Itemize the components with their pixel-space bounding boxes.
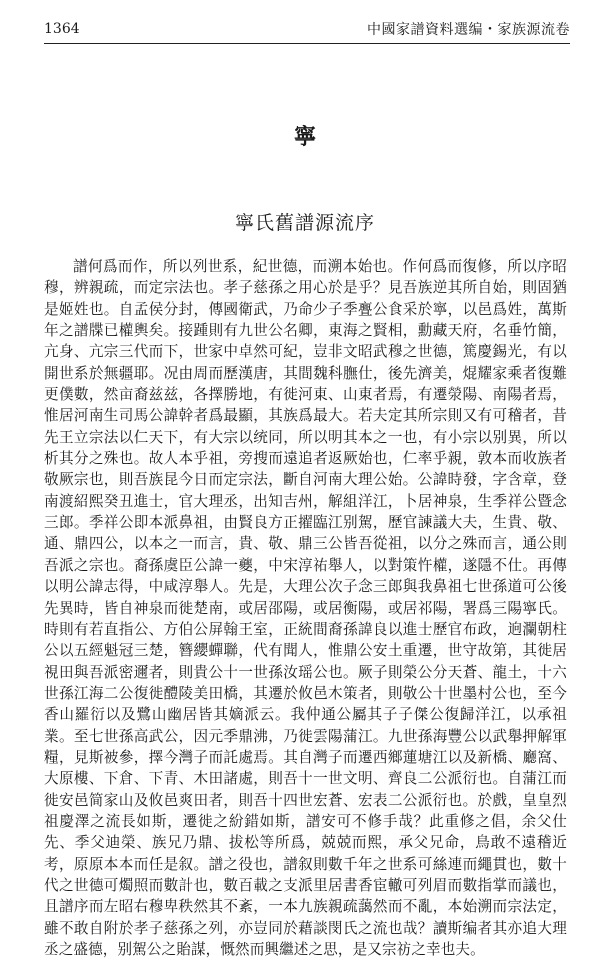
page-header bbox=[44, 16, 570, 42]
header-rule bbox=[44, 43, 570, 44]
page-number: 1364 bbox=[44, 21, 80, 37]
running-title: 中國家譜資料選编・家族源流卷 bbox=[367, 22, 570, 38]
document-title: 寧氏舊譜源流序 bbox=[234, 212, 375, 234]
preface-body-text: 譜何爲而作，所以列世系，紀世德，而溯本始也。作何爲而復修，所以序昭穆，辨親疏，而定宗法也。孝子慈孫之用心於是乎？見吾族逆其所自始，則固猶是姬姓也。自孟侯分封，傳國衛武，乃命少子季亹公食采於寧，以邑爲姓，萬斯年之譜牒已權輿矣。接踵則有九世公名卿，東海之賢相，勳藏天府，名垂竹簡，亢身、亢宗三代而下，世家中卓然可紀，豈非文昭武穆之世德，篤慶錫光，有以開世系於無疆耶。况由周而歷漢唐，其間魏科膴仕，後先濟美，焜耀家乘者復難更僕數，然亩裔兹兹，各擇勝地，有徙河東、山東者焉，有遷滎陽、南陽者焉，惟居河南生司馬公諱幹者爲最顯，其族爲最大。若夫定其所宗則又有可稽者，昔先王立宗法以仁天下，有大宗以统同，所以明其本之一也，有小宗以别異，所以析其分之殊也。故人本乎祖，旁搜而遠追者返厥始也，仁率乎親，敦本而收族者敬厥宗也，則吾族昆今日而定宗法，斷自河南大理公始。公諱時發，字含章，登南渡紹熙癸丑進士，官大理丞，出知吉州，解組洋江，卜居神泉，生季祥公暨念三郎。季祥公即本派鼻祖，由賢良方正擢臨江别駕，歷官諫議大夫，生貴、敬、通、鼎四公，以本之一而言，貴、敬、鼎三公皆吾從祖，以分之殊而言，通公則吾派之宗也。裔孫虞臣公諱一夔，中宋淳祐舉人，以對策忤權，遂隱不仕。再傳以明公諱志得，中咸淳舉人。先是，大理公次子念三郎與我鼻祖七世孫道可公後先異時，皆自神泉而徙楚南，或居邵陽，或居衡陽，或居祁陽，署爲三陽寧氏。時則有若直指公、方伯公屏翰王室，正統間裔孫諱良以進士歷官布政，逈瀾朝柱公以五經魁冠三楚，簪纓蟬聯，代有聞人，惟鼎公安土重遷，世守故第，其徙居視田與吾派密邇者，則貴公十一世孫汝瑶公也。厥子則榮公分天蒼、龍土，十六世孫江海二公復徙醴陵美田橋，其遷於攸邑木策者，則敬公十世墨村公也，至今香山羅衍以及鷺山幽居皆其嫡派云。我仲通公屬其子子傑公復歸洋江，以承祖業。至七世孫高武公，因元季鼎沸，乃徙雲陽蒲江。九世孫海豐公以武舉押解軍糧，見斯被參，擇今灣子而託處焉。其自灣子而遷西鄉蓮塘江以及新橋、廳窩、大原樓、下倉、下青、木田諸處，則吾十一世文明、齊良二公派衍也。自蒲江而徙安邑简家山及攸邑爽田者，則吾十四世宏蒼、宏表二公派衍也。於戲，皇皇烈祖慶澤之流長如斯，遷徙之紛錯如斯，譜安可不修手哉？此重修之倡，余父仕先、季父迪榮、族兄乃鼎、拔松等所爲，兢兢而熙，承父兄命，鳥敢不遠稽近考，原原本本而任是叙。譜之役也，譜叙則數千年之世系可絲連而繩貫也，數十代之世德可燭照而數計也，數百載之支派里居書香宦轍可列眉而數指掌而議也，且譜序而左昭右穆卑秩然其不紊，一本九族親疏藹然而不亂，本始溯而宗法定，雖不敢自附於孝子慈孫之列，亦豈同於藉談閔氏之流也哉？讀斯编者其亦追大理丞之盛德，别駕公之貽謀，慨然而興繼述之思，是又宗祊之幸也夫。 bbox=[44, 258, 567, 958]
section-surname-heading: 寧 bbox=[293, 124, 316, 150]
